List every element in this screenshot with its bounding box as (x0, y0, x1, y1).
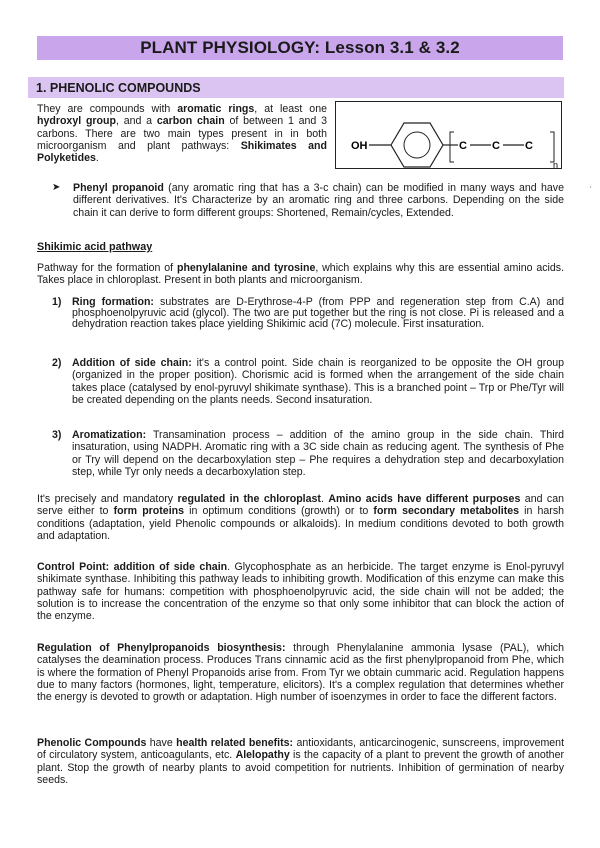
page-title: PLANT PHYSIOLOGY: Lesson 3.1 & 3.2 (140, 38, 460, 57)
molecule-drawing (336, 102, 561, 168)
step-2-side-chain: 2) Addition of side chain: it's a control point. Side chain is reorganized to be opposite the OH group (organized in the proper position). Chorismic acid is formed when the arrangement of the side chain takes place (catalysed by enol-pyruvyl shikimate synthase). This is a branched point – Trp or Phe/Tyr will be created depending on the plants needs. Second insaturation. (52, 357, 564, 406)
shikimic-pathway-heading: Shikimic acid pathway (37, 241, 153, 253)
section-heading-banner (28, 77, 564, 98)
hydroxyl-label: OH (351, 140, 368, 152)
phenolic-benefits-paragraph: Phenolic Compounds have health related benefits: antioxidants, anticarcinogenic, sunscreens, improvement of circulatory system, anticoagulants, etc. Alelopathy is the capacity of a plant to prevent the growth of another plant. Stop the growth of nearby plants to avoid competition for nutrients. Inhibition of germination of nearby seeds. (37, 737, 565, 786)
stray-mark: ' (590, 185, 592, 194)
regulation-chloroplast-paragraph: It's precisely and mandatory regulated in the chloroplast. Amino acids have different purposes and can serve either to form proteins in optimum conditions (growth) or to form secondary metabolites in harsh conditions (adaptation, yield Phenolic compounds or alkaloids). In medium conditions devoted to both growth and adaptation. (37, 493, 565, 542)
carbon-2-label: C (492, 140, 500, 152)
phenylpropanoid-regulation-paragraph: Regulation of Phenylpropanoids biosynthesis: through Phenylalanine ammonia lysase (PAL), which catalyses the deamination process. Produces Trans cinnamic acid as the first phenylpropanoid from Phe, which is where the formation of Phenyl Propanoids arise from. From Tyr we obtain cummaric acid. Regulation happens due to many factors (hormones, light, temperature, elicitors). It's a complex regulation that determines whether the energy is devoted to growth or adaptation. High number of isoenzymes in order to face the different factors. (37, 642, 564, 704)
repeat-n-label: n (553, 160, 559, 168)
step-1-ring-formation: 1) Ring formation: substrates are D-Erythrose-4-P (from PPP and regeneration step from C.A) and phosphoenolpyruvic acid (glycol). The two are put together but the ring is not close. Pi is released and a dehydration reaction takes place yielding Shikimic acid (7C) molecule. First insaturation. (52, 296, 564, 331)
control-point-paragraph: Control Point: addition of side chain. Glycophosphate as an herbicide. The target enzyme is Enol-pyruvyl shikimate synthase. Inhibiting this pathway leads to inhibiting growth. Modification of this enzyme can make this pathway safe for humans: competition with phosphoenolpyruvic acid, the side chain will not be added; the solution is to increase the concentration of the enzyme so that only some inhibitor that can block the action of the enzyme. (37, 561, 564, 623)
left-bracket (450, 132, 454, 162)
section-heading: 1. PHENOLIC COMPOUNDS (36, 80, 201, 95)
aromatic-circle (404, 132, 430, 158)
right-bracket (550, 132, 554, 162)
carbon-3-label: C (525, 140, 533, 152)
arrow-bullet-icon: ➤ (52, 182, 61, 193)
step-3-aromatization: 3) Aromatization: Transamination process – addition of the amino group in the side chain. Third insaturation, using NADPH. Aromatic ring with a 3C side chain as reducing agent. The synthesis of Phe or Try will depend on the decarboxylation step – Phe requires a dehydration step and decarboxylation step, while Tyr only needs a decarboxylation step. (52, 429, 564, 478)
title-banner (37, 36, 563, 60)
phenyl-propanoid-bullet: ➤ Phenyl propanoid (any aromatic ring that has a 3-c chain) can be modified in many ways and have different derivatives. It's Characterize by an aromatic ring and three carbons. Depending on the side chain it can derive to form different groups: Shortened, Remain/cycles, Extended. (52, 182, 565, 219)
carbon-1-label: C (459, 140, 467, 152)
intro-paragraph: They are compounds with aromatic rings, at least one hydroxyl group, and a carbon chain of between 1 and 3 carbons. There are two main types present in in both microorganism and plant pathways: Shikimates and Polyketides. (37, 103, 328, 165)
pathway-intro-paragraph: Pathway for the formation of phenylalanine and tyrosine, which explains why this are essential amino acids. Takes place in chloroplast. Present in both plants and microorganism. (37, 262, 565, 287)
phenylpropanoid-structure-diagram (335, 101, 562, 169)
benzene-ring (391, 123, 443, 167)
